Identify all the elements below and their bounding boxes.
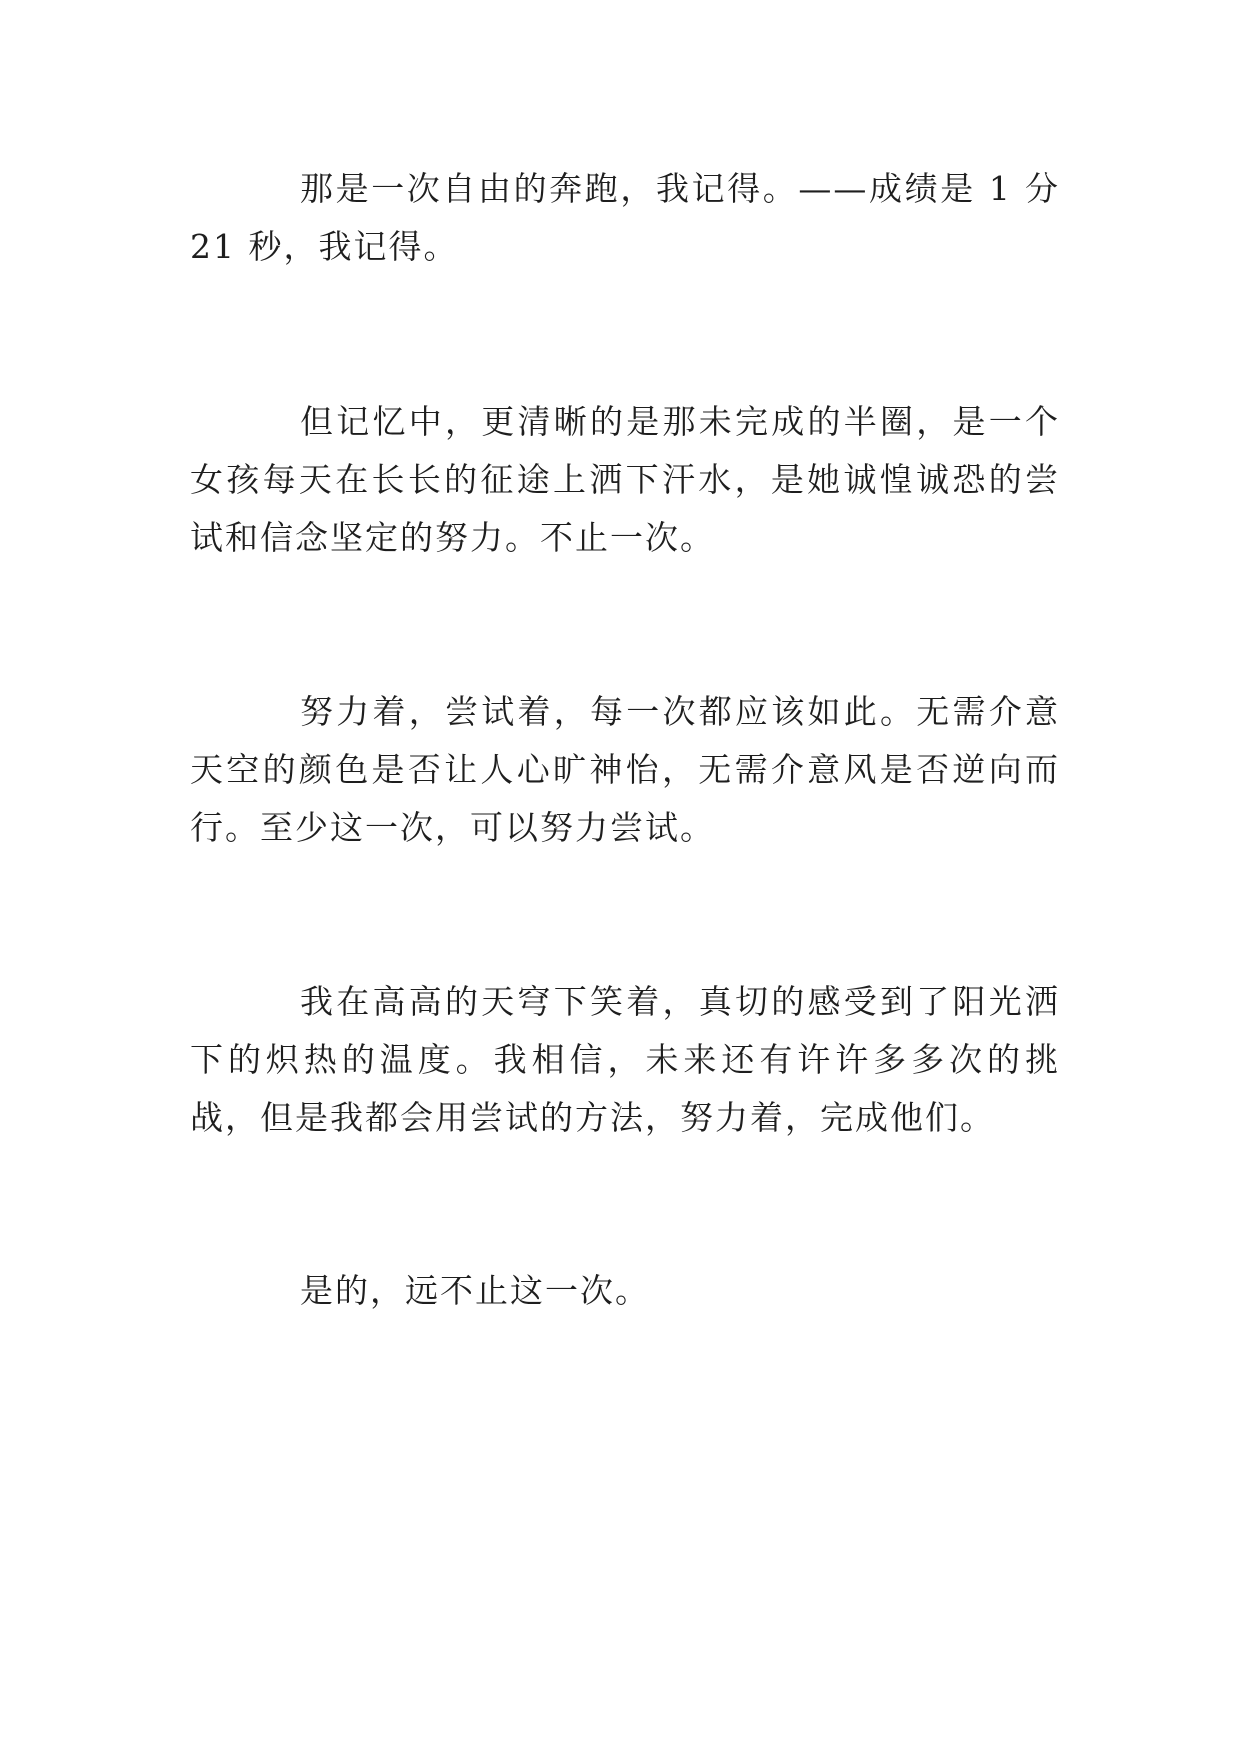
- paragraph-4: 我在高高的天穹下笑着，真切的感受到了阳光洒下的炽热的温度。我相信，未来还有许许多多次的挑战，但是我都会用尝试的方法，努力着，完成他们。: [190, 982, 1060, 1137]
- paragraph-1: 那是一次自由的奔跑，我记得。——成绩是 1 分 21 秒，我记得。: [190, 169, 1060, 266]
- paragraph-5: 是的，远不止这一次。: [300, 1271, 650, 1310]
- paragraph-3: 努力着，尝试着，每一次都应该如此。无需介意天空的颜色是否让人心旷神怡，无需介意风是否逆向而行。至少这一次，可以努力尝试。: [190, 692, 1060, 847]
- paragraph-2: 但记忆中，更清晰的是那未完成的半圈，是一个女孩每天在长长的征途上洒下汗水，是她诚惶诚恐的尝试和信念坚定的努力。不止一次。: [190, 402, 1060, 557]
